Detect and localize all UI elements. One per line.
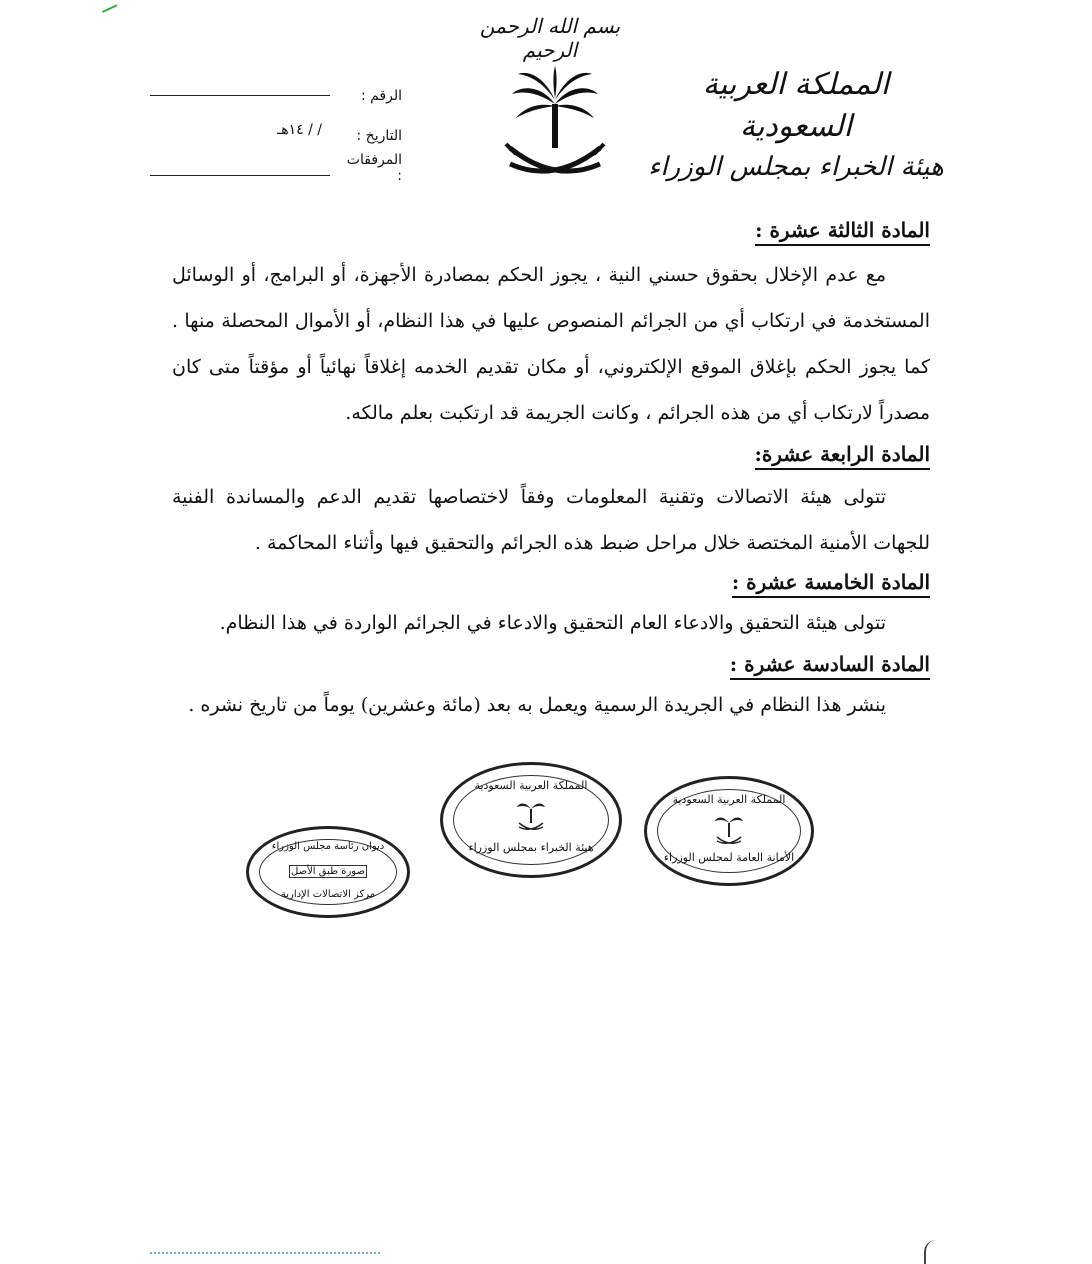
scan-edge-mark — [150, 1252, 380, 1264]
royal-court-certified-copy-stamp: ديوان رئاسة مجلس الوزراء صورة طبق الأصل مركز الاتصالات الإدارية — [246, 826, 410, 918]
saudi-emblem-icon — [500, 64, 610, 188]
article-13-heading: المادة الثالثة عشرة : — [755, 218, 930, 246]
article-15-text: تتولى هيئة التحقيق والادعاء العام التحقيق والادعاء في الجرائم الواردة في هذا النظام. — [219, 612, 886, 634]
reference-block — [150, 64, 402, 184]
number-line — [150, 94, 330, 96]
general-secretariat-stamp: المملكة العربية السعودية الأمانة العامة لمجلس الوزراء — [644, 776, 814, 886]
date-row — [150, 104, 402, 144]
corner-mark — [99, 0, 118, 13]
document-body — [172, 218, 930, 728]
reference-number-row — [150, 64, 402, 104]
attachments-line — [150, 174, 330, 176]
palm-emblem-icon — [515, 799, 547, 833]
article-16-heading: المادة السادسة عشرة : — [730, 652, 930, 680]
margin-mark — [924, 1240, 944, 1264]
basmala: بسم الله الرحمن الرحيم — [479, 14, 621, 62]
article-13-text: مع عدم الإخلال بحقوق حسني النية ، يجوز الحكم بمصادرة الأجهزة، أو البرامج، أو الوسائل المستخدمة في ارتكاب أي من الجرائم المنصوص عليها في هذا النظام، أو الأموال المحصلة منها . كما يجوز الحكم بإغلاق الموقع الإلكتروني، أو مكان تقديم الخدمه إغلاقاً نهائياً أو مؤقتاً متى كان مصدراً لارتكاب أي من هذه الجرائم ، وكانت الجريمة قد ارتكبت بعلم مالكه. — [172, 264, 930, 424]
palm-emblem-icon — [713, 813, 745, 847]
date-label: التاريخ : — [356, 128, 402, 144]
number-label: الرقم : — [360, 88, 402, 104]
date-value: / / ١٤هـ — [277, 122, 322, 138]
article-15-heading: المادة الخامسة عشرة : — [732, 570, 930, 598]
article-16-text: ينشر هذا النظام في الجريدة الرسمية ويعمل به بعد (مائة وعشرين) يوماً من تاريخ نشره . — [188, 694, 886, 716]
attachments-label: المرفقات : — [346, 152, 402, 184]
attachments-row — [150, 144, 402, 184]
authority-name: هيئة الخبراء بمجلس الوزراء — [648, 152, 944, 182]
kingdom-name: المملكة العربية السعودية — [702, 67, 890, 144]
article-14-text: تتولى هيئة الاتصالات وتقنية المعلومات وفقاً لاختصاصها تقديم الدعم والمساندة الفنية للجهات الأمنية المختصة خلال مراحل ضبط هذه الجرائم والتحقيق فيها وأثناء المحاكمة . — [172, 486, 930, 554]
article-14-heading: المادة الرابعة عشرة: — [755, 442, 930, 470]
letterhead — [646, 64, 946, 186]
experts-commission-stamp: المملكة العربية السعودية هيئة الخبراء بمجلس الوزراء — [440, 762, 622, 878]
